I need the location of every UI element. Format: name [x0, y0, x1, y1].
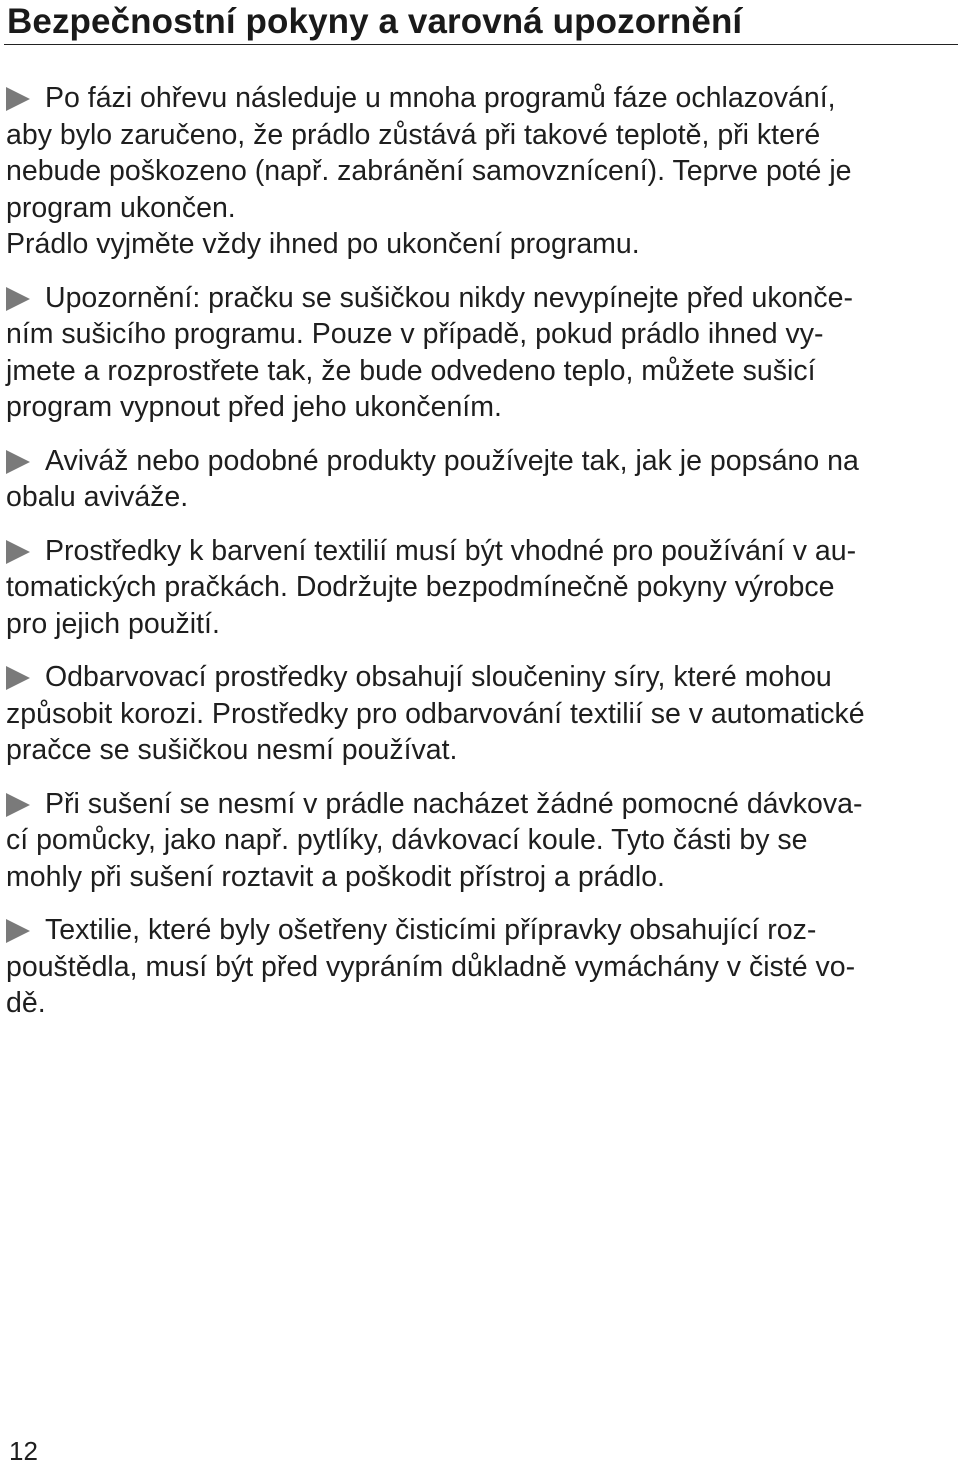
safety-instructions-list [6, 80, 954, 1022]
instruction-note [6, 226, 954, 263]
instruction-line: program ukončen. [6, 191, 236, 224]
title-divider [4, 44, 958, 45]
instruction-line: obalu aviváže. [6, 481, 189, 513]
instruction-line: Upozornění: pračku se sušičkou nikdy nevypínejte před ukonče- [45, 281, 853, 314]
page-title: Bezpečnostní pokyny a varovná upozornění [7, 2, 743, 41]
instruction-line: pro jejich použití. [6, 607, 220, 640]
instruction-line: Prádlo vyjměte vždy ihned po ukončení programu. [6, 228, 640, 260]
instruction-item [6, 280, 954, 426]
instruction-item [6, 912, 954, 1022]
arrow-right-icon [6, 287, 30, 311]
instruction-line: Při sušení se nesmí v prádle nacházet žádné pomocné dávkova- [45, 787, 863, 820]
instruction-item [6, 659, 954, 769]
instruction-line: nebude poškozeno (např. zabránění samovznícení). Teprve poté je [6, 155, 852, 187]
arrow-right-icon [6, 666, 30, 690]
instruction-item [6, 80, 954, 226]
instruction-line: Po fázi ohřevu následuje u mnoha programů fáze ochlazování, [45, 82, 836, 114]
instruction-line: pouštědla, musí být před vypráním důkladně vymáchány v čisté vo- [6, 950, 856, 983]
instruction-line: Odbarvovací prostředky obsahují sloučeniny síry, které mohou [45, 661, 832, 693]
arrow-right-icon [6, 793, 30, 817]
instruction-line: Aviváž nebo podobné produkty používejte tak, jak je popsáno na [45, 444, 859, 477]
instruction-line: program vypnout před jeho ukončením. [6, 391, 502, 423]
instruction-line: pračce se sušičkou nesmí používat. [6, 734, 458, 766]
arrow-right-icon [6, 450, 30, 474]
page-number: 12 [9, 1436, 38, 1466]
instruction-line: jmete a rozprostřete tak, že bude odvedeno teplo, můžete sušicí [6, 354, 816, 387]
instruction-line: cí pomůcky, jako např. pytlíky, dávkovací koule. Tyto části by se [6, 824, 808, 856]
instruction-line: Textilie, které byly ošetřeny čisticími přípravky obsahující roz- [45, 914, 817, 946]
instruction-line: aby bylo zaručeno, že prádlo zůstává při takové teplotě, při které [6, 118, 821, 151]
instruction-item [6, 786, 954, 896]
instruction-line: Prostředky k barvení textilií musí být vhodné pro používání v au- [45, 534, 857, 567]
instruction-item [6, 533, 954, 643]
instruction-line: ním sušicího programu. Pouze v případě, pokud prádlo ihned vy- [6, 318, 824, 350]
arrow-right-icon [6, 919, 30, 943]
instruction-line: mohly při sušení roztavit a poškodit přístroj a prádlo. [6, 860, 665, 893]
instruction-line: tomatických pračkách. Dodržujte bezpodmínečně pokyny výrobce [6, 571, 835, 603]
arrow-right-icon [6, 87, 30, 111]
arrow-right-icon [6, 540, 30, 564]
instruction-line: dě. [6, 987, 46, 1019]
instruction-item [6, 443, 954, 516]
instruction-line: způsobit korozi. Prostředky pro odbarvování textilií se v automatické [6, 697, 865, 730]
